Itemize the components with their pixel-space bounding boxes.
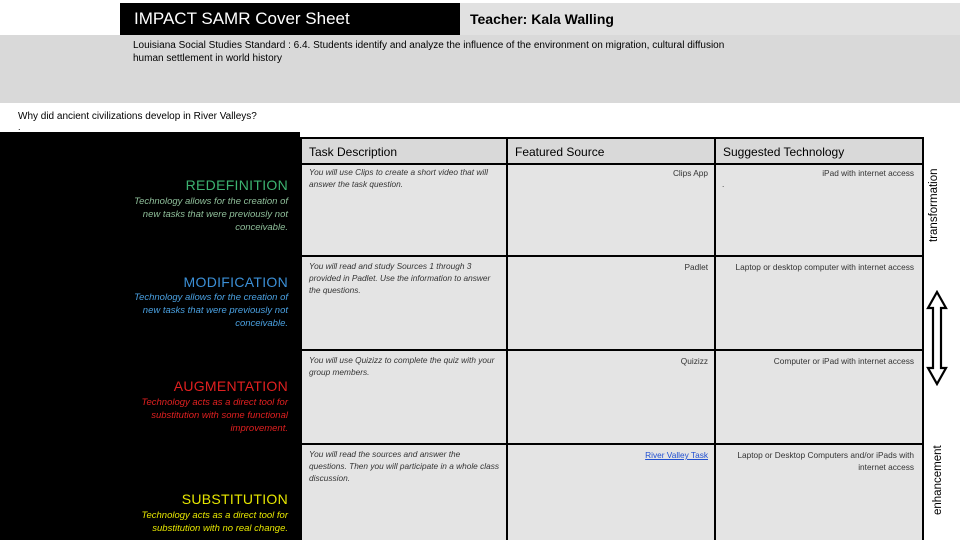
suggested-technology: Laptop or Desktop Computers and/or iPads with internet access — [737, 450, 914, 472]
header-tech-cell — [716, 139, 922, 163]
question-bullet: . — [18, 122, 21, 132]
level-title-substitution: SUBSTITUTION — [181, 491, 288, 507]
task-description: You will read and study Sources 1 through 3 provided in Padlet. Use the information to answer the questions. — [309, 261, 491, 295]
table-row — [302, 445, 506, 540]
essential-question: Why did ancient civilizations develop in River Valleys? — [18, 111, 257, 122]
side-label-transformation: transformation — [928, 168, 940, 242]
river-valley-task-link[interactable]: River Valley Task — [645, 450, 708, 460]
source-cell — [508, 351, 714, 443]
header-task-cell — [302, 139, 506, 163]
featured-source: Clips App — [672, 168, 708, 178]
standard-line-2: human settlement in world history — [133, 52, 282, 64]
task-description: You will read the sources and answer the questions. Then you will participate in a whole class discussion. — [309, 449, 500, 483]
teacher-name: Teacher: Kala Walling — [460, 3, 960, 35]
task-description: You will use Quizizz to complete the quiz with your group members. — [309, 355, 495, 377]
suggested-technology: Computer or iPad with internet access — [773, 356, 914, 366]
source-cell — [508, 257, 714, 349]
tech-cell — [716, 351, 922, 443]
level-title-redefinition: REDEFINITION — [185, 177, 288, 193]
side-label-enhancement: enhancement — [932, 445, 944, 515]
tech-cell — [716, 165, 922, 255]
level-title-augmentation: AUGMENTATION — [173, 378, 288, 394]
table-row — [302, 351, 506, 443]
table-row — [302, 165, 506, 255]
level-desc-modification: Technology allows for the creation of new tasks that were previously not conceivable. — [134, 292, 288, 329]
header-task: Task Description — [309, 145, 398, 159]
featured-source: Quizizz — [680, 356, 708, 366]
standard-line-1: Louisiana Social Studies Standard : 6.4. Students identify and analyze the influence of the environment on migration, cultural diffusion — [133, 40, 725, 51]
suggested-technology: Laptop or desktop computer with internet access — [735, 262, 914, 272]
double-arrow-icon — [926, 290, 948, 386]
standard-banner — [0, 35, 960, 103]
tech-bullet: . — [722, 179, 725, 189]
header-source: Featured Source — [515, 145, 605, 159]
task-table — [300, 137, 924, 540]
suggested-technology: iPad with internet access — [822, 168, 914, 178]
header-source-cell — [508, 139, 714, 163]
tech-cell — [716, 257, 922, 349]
samr-level-panel — [0, 132, 300, 540]
source-cell — [508, 445, 714, 540]
task-description: You will use Clips to create a short video that will answer the task question. — [309, 167, 488, 189]
level-desc-substitution: Technology acts as a direct tool for substitution with no real change. — [141, 510, 288, 534]
source-cell — [508, 165, 714, 255]
page-title: IMPACT SAMR Cover Sheet — [120, 3, 460, 35]
tech-cell — [716, 445, 922, 540]
table-row — [302, 257, 506, 349]
header-tech: Suggested Technology — [723, 145, 845, 159]
featured-source: Padlet — [684, 262, 708, 272]
level-title-modification: MODIFICATION — [183, 274, 288, 290]
level-desc-redefinition: Technology allows for the creation of new tasks that were previously not conceivable. — [134, 196, 288, 233]
level-desc-augmentation: Technology acts as a direct tool for substitution with some functional improvement. — [141, 397, 288, 434]
